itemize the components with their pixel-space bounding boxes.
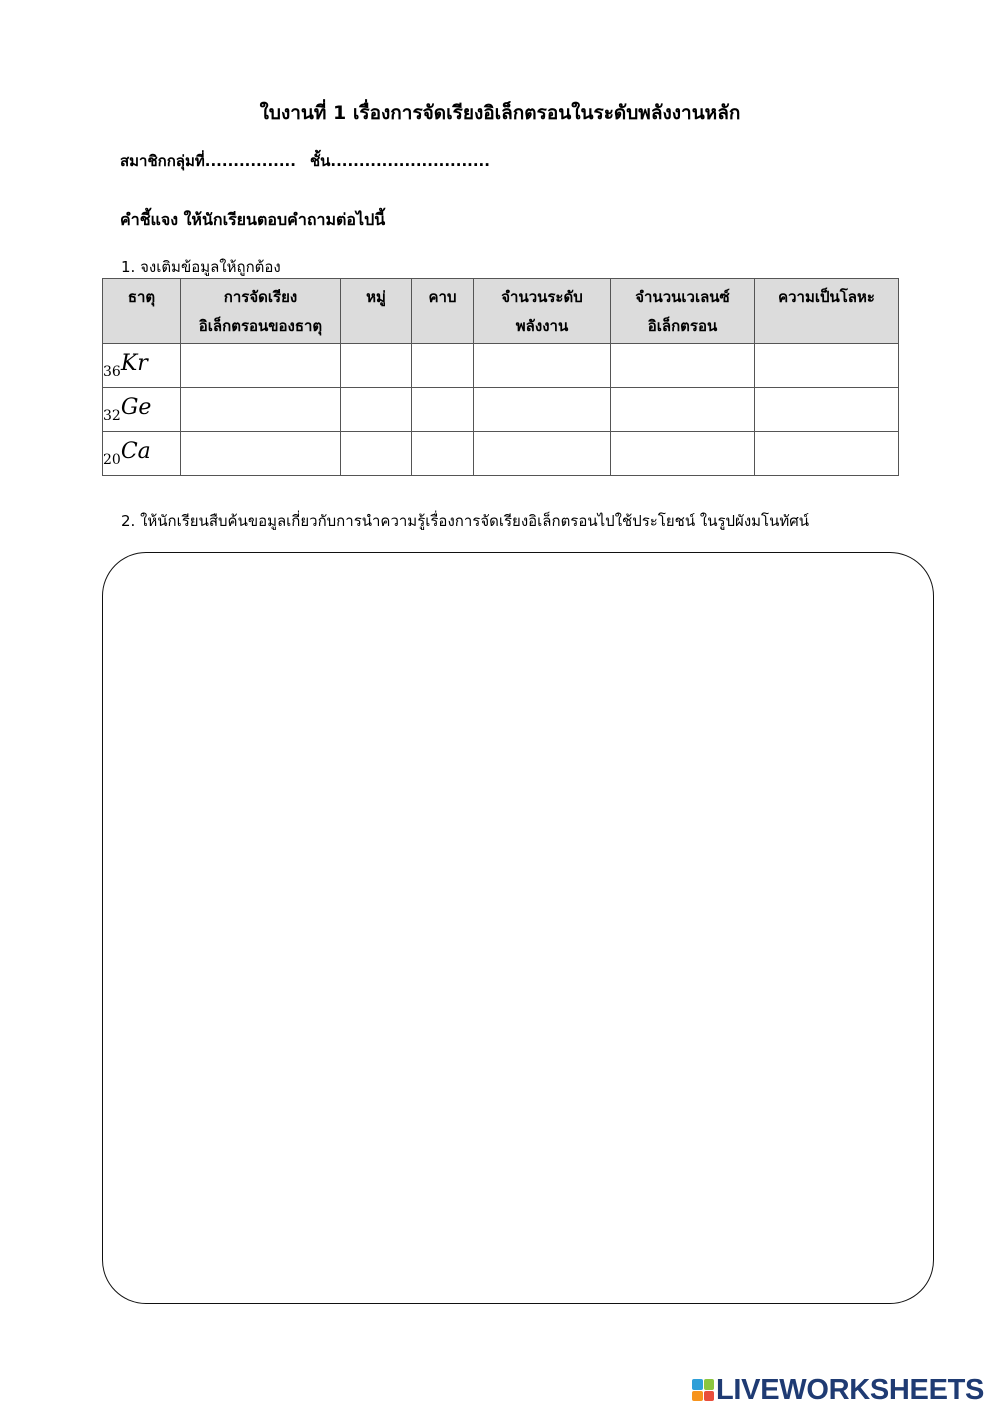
concept-map-answer-box[interactable] [102, 552, 934, 1304]
question-2: 2. ให้นักเรียนสืบค้นขอมูลเกี่ยวกับการนำความรู้เรื่องการจัดเรียงอิเล็กตรอนไปใช้ประโยชน์ ในรูปผังมโนทัศน์ [121, 512, 810, 530]
table-row [103, 344, 899, 388]
table-header-row [103, 279, 899, 344]
header-metallic-character: ความเป็นโลหะ [755, 279, 899, 344]
answer-cell[interactable] [341, 432, 412, 476]
answer-cell[interactable] [611, 388, 755, 432]
answer-cell[interactable] [412, 344, 474, 388]
group-members-label: สมาชิกกลุ่มที่................ [120, 152, 296, 170]
answer-cell[interactable] [611, 344, 755, 388]
answer-cell[interactable] [181, 388, 341, 432]
logo-square [704, 1379, 715, 1390]
header-group: หมู่ [341, 279, 412, 344]
question-1: 1. จงเติมข้อมูลให้ถูกต้อง [121, 258, 281, 276]
logo-square [692, 1379, 703, 1390]
element-table [102, 278, 899, 476]
answer-cell[interactable] [412, 432, 474, 476]
element-cell-kr: $_{36}$Kr [103, 344, 181, 388]
liveworksheets-logo-text: LIVEWORKSHEETS [716, 1373, 985, 1406]
answer-cell[interactable] [341, 344, 412, 388]
answer-cell[interactable] [755, 344, 899, 388]
group-info-line [120, 149, 490, 173]
answer-cell[interactable] [474, 432, 611, 476]
answer-cell[interactable] [412, 388, 474, 432]
answer-cell[interactable] [474, 344, 611, 388]
table-row [103, 432, 899, 476]
answer-cell[interactable] [474, 388, 611, 432]
logo-square [704, 1391, 715, 1402]
instructions: คำชี้แจง ให้นักเรียนตอบคำถามต่อไปนี้ [120, 210, 386, 229]
liveworksheets-logo [692, 1374, 984, 1406]
header-electron-configuration: การจัดเรียง อิเล็กตรอนของธาตุ [181, 279, 341, 344]
class-label: ชั้น............................ [309, 152, 490, 170]
answer-cell[interactable] [181, 344, 341, 388]
header-energy-levels: จำนวนระดับ พลังงาน [474, 279, 611, 344]
table-row [103, 388, 899, 432]
answer-cell[interactable] [755, 388, 899, 432]
header-valence-electrons: จำนวนเวเลนซ์ อิเล็กตรอน [611, 279, 755, 344]
header-element: ธาตุ [103, 279, 181, 344]
answer-cell[interactable] [341, 388, 412, 432]
answer-cell[interactable] [181, 432, 341, 476]
element-cell-ge: $_{32}$Ge [103, 388, 181, 432]
element-cell-ca: $_{20}$Ca [103, 432, 181, 476]
worksheet-title: ใบงานที่ 1 เรื่องการจัดเรียงอิเล็กตรอนในระดับพลังงานหลัก [259, 102, 741, 124]
answer-cell[interactable] [755, 432, 899, 476]
logo-square [692, 1391, 703, 1402]
answer-cell[interactable] [611, 432, 755, 476]
header-period: คาบ [412, 279, 474, 344]
liveworksheets-logo-icon [692, 1379, 714, 1401]
